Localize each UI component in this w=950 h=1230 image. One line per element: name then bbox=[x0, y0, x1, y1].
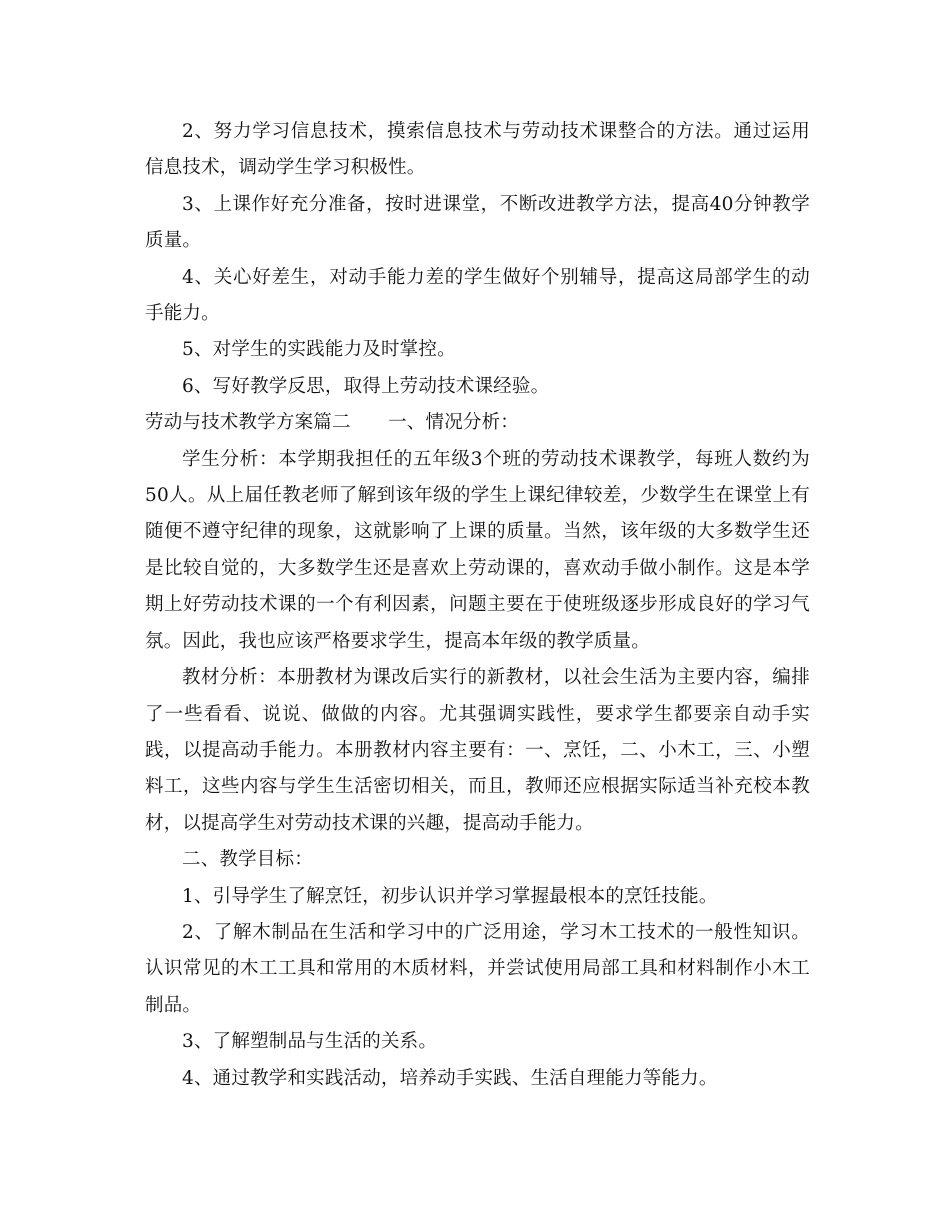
paragraph-goal-4: 4、关心好差生，对动手能力差的学生做好个别辅导，提高这局部学生的动手能力。 bbox=[145, 266, 810, 325]
paragraph-goal-2: 2、努力学习信息技术，摸索信息技术与劳动技术课整合的方法。通过运用信息技术，调动学生学习积极性。 bbox=[145, 121, 810, 179]
paragraph-teaching-goal-2: 2、了解木制品在生活和学习中的广泛用途，学习木工技术的一般性知识。认识常见的木工工具和常用的木质材料，并尝试使用局部工具和材料制作小木工制品。 bbox=[145, 921, 810, 1016]
section-heading-plan-two: 劳动与技术教学方案篇二 一、情况分析： bbox=[145, 412, 520, 434]
section-heading-teaching-goals: 二、教学目标： bbox=[182, 849, 313, 871]
paragraph-teaching-goal-4: 4、通过教学和实践活动，培养动手实践、生活自理能力等能力。 bbox=[182, 1067, 718, 1089]
paragraph-textbook-analysis: 教材分析：本册教材为课改后实行的新教材，以社会生活为主要内容，编排了一些看看、说说、做做的内容。尤其强调实践性，要求学生都要亲自动手实践，以提高动手能力。本册教材内容主要有：一、烹饪，二、小木工，三、小塑料工，这些内容与学生生活密切相关，而且，教师还应根据实际适当补充校本教材，以提高学生对劳动技术课的兴趣，提高动手能力。 bbox=[145, 667, 810, 834]
paragraph-goal-5: 5、对学生的实践能力及时掌控。 bbox=[182, 339, 456, 361]
paragraph-goal-3: 3、上课作好充分准备，按时进课堂，不断改进教学方法，提高40分钟教学质量。 bbox=[145, 193, 810, 252]
paragraph-student-analysis: 学生分析：本学期我担任的五年级3个班的劳动技术课教学，每班人数约为50人。从上届任教老师了解到该年级的学生上课纪律较差，少数学生在课堂上有随便不遵守纪律的现象，这就影响了上课的质量。当然，该年级的大多数学生还是比较自觉的，大多数学生还是喜欢上劳动课的，喜欢动手做小制作。这是本学期上好劳动技术课的一个有利因素，问题主要在于使班级逐步形成良好的学习气氛。因此，我也应该严格要求学生，提高本年级的教学质量。 bbox=[145, 448, 810, 652]
document-page bbox=[145, 114, 810, 1097]
paragraph-teaching-goal-1: 1、引导学生了解烹饪，初步认识并学习掌握最根本的烹饪技能。 bbox=[182, 885, 718, 907]
paragraph-goal-6: 6、写好教学反思，取得上劳动技术课经验。 bbox=[182, 375, 550, 397]
paragraph-teaching-goal-3: 3、了解塑制品与生活的关系。 bbox=[182, 1031, 438, 1053]
